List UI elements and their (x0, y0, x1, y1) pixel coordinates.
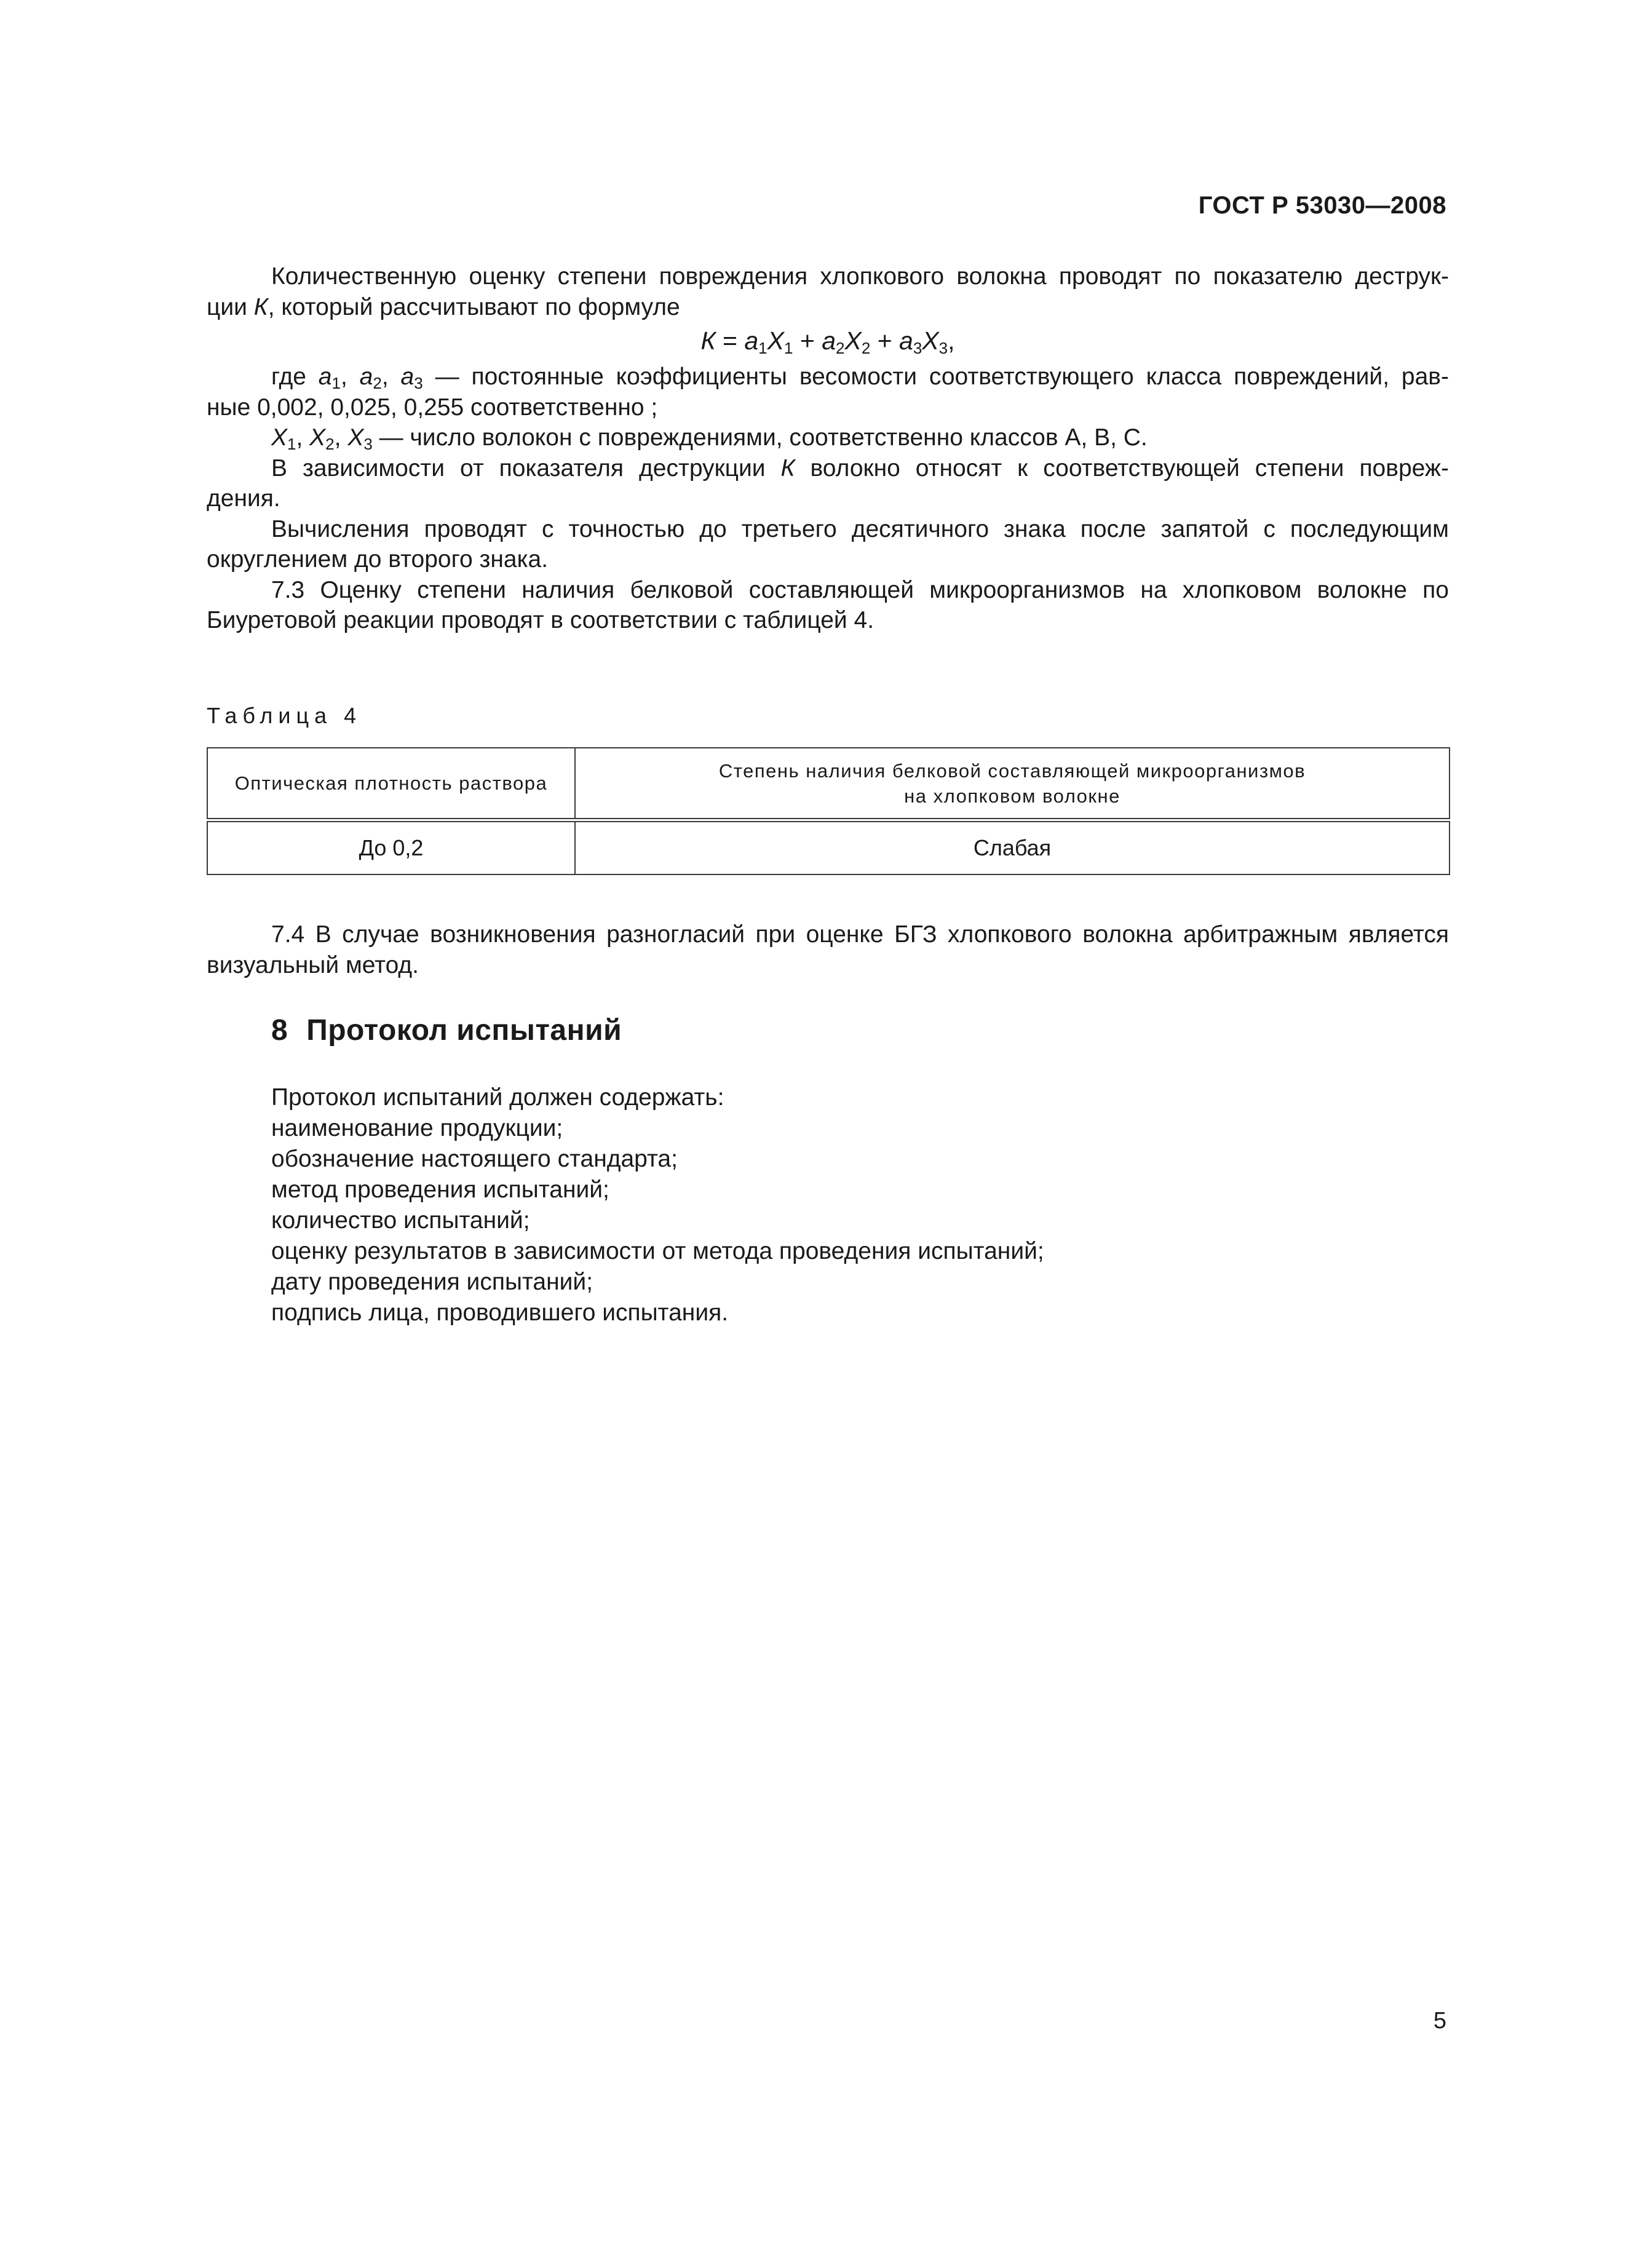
formula-eq: = (715, 327, 745, 355)
table-4 (207, 747, 1450, 875)
sep: , (340, 363, 360, 390)
clause-7-4-line-2: визуальный метод. (207, 951, 419, 978)
section-number: 8 (271, 1014, 288, 1047)
coef-sub: 3 (414, 374, 423, 392)
destruction-formula (207, 323, 1449, 358)
var-x: X (271, 424, 288, 451)
section-title: Протокол испытаний (306, 1014, 622, 1047)
formula-sub: 3 (913, 339, 922, 357)
main-text (207, 261, 1449, 636)
protocol-list (271, 1082, 1440, 1328)
list-item: метод проведения испытаний; (271, 1176, 609, 1203)
cell-degree: Слабая (575, 820, 1450, 875)
formula-end: , (948, 327, 955, 355)
formula-sub: 1 (783, 339, 793, 357)
clause-7-3-line-2: Биуретовой реакции проводят в соответствии с таблицей 4. (207, 607, 875, 633)
clause-7-4 (207, 919, 1449, 980)
where-line-2: ные 0,002, 0,025, 0,255 соответственно ; (207, 394, 658, 421)
header-cell-density: Оптическая плотность раствора (207, 748, 575, 820)
var-sub: 3 (363, 435, 373, 453)
formula-x: X (844, 327, 862, 355)
intro-text: , который рассчитывают по формуле (268, 293, 680, 320)
formula-a: a (899, 327, 913, 355)
formula-x: X (922, 327, 939, 355)
list-item: оценку результатов в зависимости от метода проведения испытаний; (271, 1238, 1044, 1264)
variable-k: К (780, 454, 795, 482)
page-number: 5 (1433, 2008, 1446, 2034)
formula-x: X (767, 327, 784, 355)
list-item: Протокол испытаний должен содержать: (271, 1084, 724, 1111)
table-header-row (207, 748, 1450, 820)
formula-plus: + (793, 327, 822, 355)
where-text: — постоянные коэффициенты весомости соответствующего класса повреждений, рав- (422, 363, 1449, 390)
intro-text: ции (207, 293, 254, 320)
coef-sub: 2 (373, 374, 382, 392)
coef-sub: 1 (331, 374, 341, 392)
list-item: обозначение настоящего стандарта; (271, 1146, 678, 1172)
list-item: дату проведения испытаний; (271, 1269, 593, 1295)
table-caption: Таблица 4 (207, 703, 362, 728)
where-line-1 (207, 362, 1449, 392)
sep: , (334, 424, 348, 451)
coef-a: a (359, 363, 373, 390)
coef-a: a (318, 363, 332, 390)
destruction-text: волокно относят к соответствующей степени повреж- (795, 454, 1449, 482)
clause-7-3-line-1: 7.3 Оценку степени наличия белковой составляющей микроорганизмов на хлопковом волокне по (271, 576, 1449, 603)
formula-sub: 2 (836, 339, 845, 357)
formula-sub: 3 (938, 339, 948, 357)
where-prefix: где (271, 363, 319, 390)
var-x: X (309, 424, 326, 451)
list-item: количество испытаний; (271, 1207, 530, 1234)
x-text: — число волокон с повреждениями, соответственно классов А, В, С. (372, 424, 1148, 451)
calc-line-1: Вычисления проводят с точностью до третьего десятичного знака после запятой с последующим (271, 515, 1449, 542)
header-cell-degree (575, 748, 1450, 820)
calc-line-2: округлением до второго знака. (207, 546, 549, 573)
formula-a: a (822, 327, 836, 355)
intro-line-1: Количественную оценку степени повреждения хлопкового волокна проводят по показателю деструк- (271, 263, 1449, 290)
formula-plus: + (870, 327, 900, 355)
var-sub: 1 (287, 435, 296, 453)
formula-a: a (744, 327, 759, 355)
coef-a: a (400, 363, 414, 390)
formula-sub: 2 (861, 339, 871, 357)
sep: , (381, 363, 401, 390)
document-code: ГОСТ Р 53030—2008 (1198, 192, 1446, 219)
clause-7-4-line-1: 7.4 В случае возникновения разногласий при оценке БГЗ хлопкового волокна арбитражным является (271, 921, 1449, 948)
header-degree-line-1: Степень наличия белковой составляющей микроорганизмов (718, 759, 1306, 782)
cell-density: До 0,2 (207, 820, 575, 875)
sep: , (296, 424, 310, 451)
destruction-line-1 (207, 453, 1449, 484)
list-item: подпись лица, проводившего испытания. (271, 1299, 729, 1326)
table-row (207, 820, 1450, 875)
destruction-line-2: дения. (207, 485, 280, 512)
destruction-text: В зависимости от показателя деструкции (271, 454, 781, 482)
header-degree-line-2: на хлопковом волокне (904, 785, 1120, 807)
section-8-heading (271, 1013, 622, 1047)
variable-k: К (253, 293, 268, 320)
formula-sub: 1 (758, 339, 767, 357)
var-x: X (347, 424, 364, 451)
formula-k: К (700, 327, 716, 355)
var-sub: 2 (325, 435, 335, 453)
list-item: наименование продукции; (271, 1115, 563, 1141)
x-definition (207, 422, 1449, 453)
intro-line-2 (207, 292, 1449, 323)
